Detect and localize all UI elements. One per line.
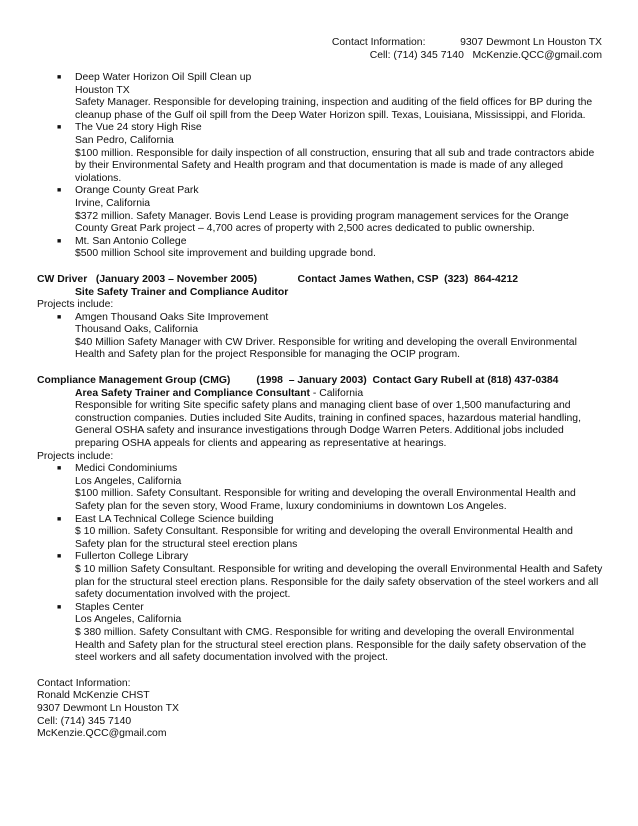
bullet-icon: ■ <box>57 124 62 132</box>
project-location: Irvine, California <box>75 197 151 209</box>
header-contact-line: Contact Information: 9307 Dewmont Ln Houston TX <box>331 37 602 48</box>
project-description: $100 million. Safety Consultant. Responsible for writing and developing the overall Environmental Health and Safety plan for the seven story, Wood Frame, luxury condominiums in downtown Los Angeles. <box>75 488 576 512</box>
project-location: Thousand Oaks, California <box>75 324 199 336</box>
project-description: $ 380 million. Safety Consultant with CMG. Responsible for writing and developing the overall Environmental Health and Safety plan for the structural steel erection plans. Responsible for the daily safety observation of the steel workers and all safety documentation involved with the project. <box>75 626 587 664</box>
projects-label: Projects include: <box>37 299 114 311</box>
contact-email: McKenzie.QCC@gmail.com <box>37 728 167 740</box>
project-description: $ 10 million. Safety Consultant. Responsible for writing and developing the overall Environmental Health and Safety plan for the structural steel erection plans <box>75 526 573 550</box>
resume-content <box>37 72 603 741</box>
project-name: Medici Condominiums <box>75 463 178 475</box>
bullet-icon: ■ <box>57 603 62 611</box>
list-item <box>37 463 603 513</box>
projects-label: Projects include: <box>37 450 114 462</box>
job-cmg <box>37 375 603 665</box>
project-description: $500 million School site improvement and building upgrade bond. <box>75 248 376 260</box>
project-name: Amgen Thousand Oaks Site Improvement <box>75 311 269 323</box>
header-cell-email-line: Cell: (714) 345 7140 McKenzie.QCC@gmail.com <box>369 49 602 61</box>
list-item <box>37 551 603 601</box>
job-project-list <box>37 312 603 362</box>
project-description: Safety Manager. Responsible for developing training, inspection and auditing of the field offices for BP during the cleanup phase of the Gulf oil spill from the Deep Water Horizon spill. Texas, Louisiana, Mississippi, and Florida. <box>75 97 593 121</box>
project-description: $40 Million Safety Manager with CW Driver. Responsible for writing and developing the overall Environmental Health and Safety plan for the project Responsible for managing the OCIP program. <box>75 336 577 361</box>
project-name: Mt. San Antonio College <box>75 235 187 247</box>
project-location: Houston TX <box>75 84 130 96</box>
page-header <box>332 37 602 62</box>
bullet-icon: ■ <box>57 237 62 245</box>
project-location: San Pedro, California <box>75 134 174 146</box>
project-description: $100 million. Responsible for daily inspection of all construction, ensuring that all sub and trade contractors abide by their Environmental Safety and Health program and that documentation is made is made of any alleged violations. <box>75 147 595 184</box>
project-location: Los Angeles, California <box>75 475 182 487</box>
intro-project-list <box>37 72 603 261</box>
project-name: Deep Water Horizon Oil Spill Clean up <box>75 72 252 83</box>
list-item <box>37 185 603 235</box>
contact-address: 9307 Dewmont Ln Houston TX <box>37 702 179 714</box>
job-title: Site Safety Trainer and Compliance Auditor <box>75 286 289 298</box>
bullet-icon: ■ <box>57 465 62 473</box>
job-project-list <box>37 463 603 665</box>
job-title: Area Safety Trainer and Compliance Consultant <box>75 387 311 399</box>
project-description: $372 million. Safety Manager. Bovis Lend Lease is providing program management services for the Orange County Great Park project – 4,700 acres of property with 2,500 acres dedicated to public ownership. <box>75 210 569 235</box>
list-item <box>37 312 603 362</box>
bullet-icon: ■ <box>57 515 62 523</box>
project-name: Staples Center <box>75 601 144 613</box>
project-description: $ 10 million Safety Consultant. Responsible for writing and developing the overall Environmental Health and Safety plan for the structural steel erection plans. Responsible for the daily safety observation of the steel workers and all safety documentation involved with the project. <box>75 563 603 601</box>
bullet-icon: ■ <box>57 553 62 561</box>
list-item <box>37 236 603 261</box>
contact-label: Contact Information: <box>37 677 131 689</box>
list-item <box>37 72 603 122</box>
job-heading: CW Driver (January 2003 – November 2005) Contact James Wathen, CSP (323) 864-4212 <box>37 273 519 285</box>
list-item <box>37 122 603 185</box>
job-title-suffix: - California <box>310 387 364 399</box>
job-cw-driver <box>37 274 603 362</box>
job-heading: Compliance Management Group (CMG) (1998 – January 2003) Contact Gary Rubell at (818) 437-0384 <box>37 375 559 387</box>
bullet-icon: ■ <box>57 187 62 195</box>
job-description: Responsible for writing Site specific safety plans and managing client base of over 1,500 manufacturing and construction companies. Duties included Site Audits, training in confined spaces, hazardous material handling, General OSHA safety and insurance investigations through Dodge Warren Peters. Additional jobs included preparing OSHA appeals for clients and appearing as representative at hearings. <box>75 400 581 450</box>
bullet-icon: ■ <box>57 74 62 81</box>
project-name: East LA Technical College Science building <box>75 513 274 525</box>
list-item <box>37 602 603 665</box>
project-name: Fullerton College Library <box>75 551 189 563</box>
project-name: The Vue 24 story High Rise <box>75 122 202 134</box>
project-location: Los Angeles, California <box>75 614 182 626</box>
job-title-row <box>37 388 603 401</box>
bullet-icon: ■ <box>57 313 62 321</box>
project-name: Orange County Great Park <box>75 185 199 197</box>
contact-cell: Cell: (714) 345 7140 <box>37 715 132 727</box>
contact-name: Ronald McKenzie CHST <box>37 690 150 702</box>
contact-block <box>37 678 603 741</box>
list-item <box>37 514 603 552</box>
